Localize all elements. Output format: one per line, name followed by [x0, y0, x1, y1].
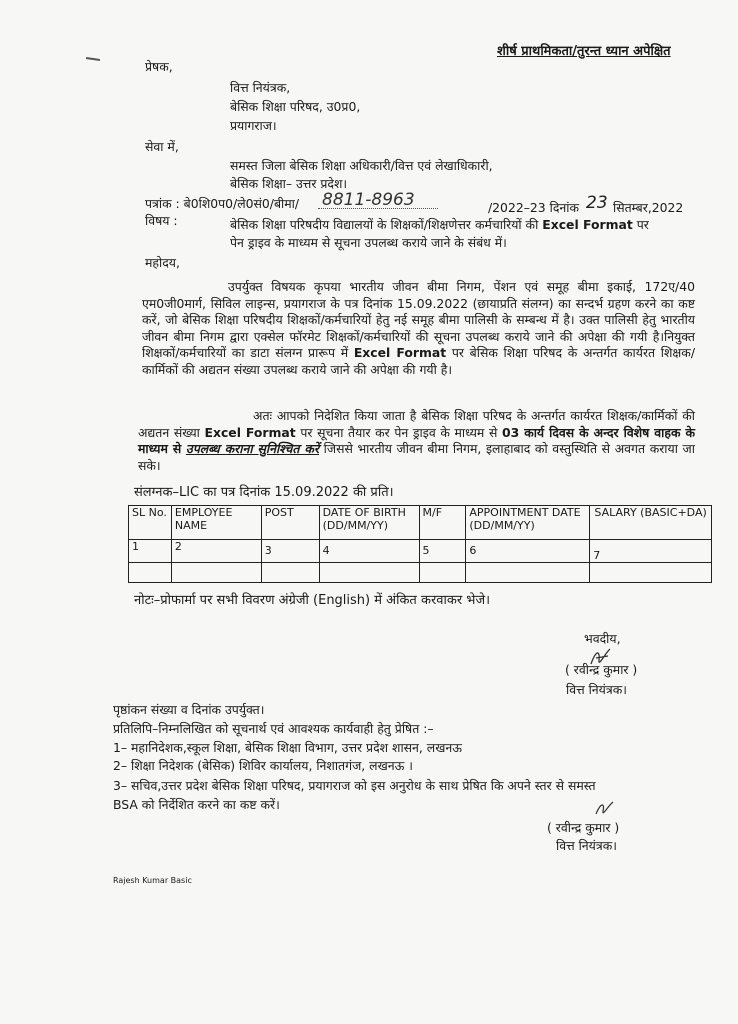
- para1-text-a: उपर्युक्त विषयक कृपया भारतीय जीवन बीमा निगम, पेंशन एवं समूह बीमा इकाई, 172ए/40 एम0जी0मार्ग, सिविल लाइन्स, प्रयागराज के पत्र दिनांक 15.09.2022 (छायाप्रति संलग्न) का सन्दर्भ ग्रहण करने का कष्ट करें, जो बेसिक शिक्षा परिषदीय शिक्षकों/कर्मचारियों हेतु नई समूह बीमा पालिसी के सम्बन्ध में है। उक्त पालिसी हेतु भारतीय जीवन बीमा निगम द्वारा एक्सेल फॉरमेट शिक्षकों/कर्मचारियों की सूचना उपलब्ध कराये जाने की अपेक्षा की गयी है।नियुक्त शिक्षकों/कर्मचारियों का डाटा संलग्न प्रारूप में: [142, 279, 695, 361]
- signature-1-title: वित्त नियंत्रक।: [566, 682, 627, 697]
- table-cell: [261, 563, 319, 583]
- header-salary: SALARY (BASIC+DA): [590, 506, 712, 540]
- signature-1-name: ( रवीन्द्र कुमार ): [565, 662, 638, 677]
- table-cell: 7: [590, 540, 712, 563]
- sender-line-2: बेसिक शिक्षा परिषद, उ0प्र0,: [230, 99, 361, 114]
- para1-excel-format: Excel Format: [353, 345, 447, 361]
- header-appointment-date: APPOINTMENT DATE (DD/MM/YY): [466, 506, 590, 540]
- header-employee-name: EMPLOYEE NAME: [171, 506, 261, 540]
- subject-line-1: [230, 217, 649, 233]
- priority-header: शीर्ष प्राथमिकता/तुरन्त ध्यान अपेक्षित: [497, 44, 671, 59]
- para1-text-c: पर बेसिक शिक्षा परिषद के अन्तर्गत कार्यरत शिक्षक/कार्मिकों की अद्यतन संख्या उपलब्ध कराये जाने की अपेक्षा की गयी है।: [142, 345, 695, 377]
- table-cell: [466, 563, 590, 583]
- recipient-line-2: बेसिक शिक्षा– उत्तर प्रदेश।: [230, 176, 348, 191]
- to-label: सेवा में,: [145, 139, 179, 154]
- closing: भवदीय,: [584, 631, 621, 646]
- table-empty-row: [129, 563, 712, 583]
- ref-day-handwritten: 23: [586, 193, 608, 213]
- table-cell: [419, 563, 466, 583]
- ref-dotted-line: [318, 208, 438, 210]
- recipient-line-1: समस्त जिला बेसिक शिक्षा अधिकारी/वित्त एवं लेखाधिकारी,: [230, 158, 493, 173]
- ref-number-handwritten: 8811-8963: [322, 190, 415, 210]
- scan-mark: [86, 57, 100, 61]
- para2-text-f: जिससे भारतीय जीवन बीमा निगम, इलाहाबाद को वस्तुस्थिति से अवगत कराया जा सके।: [138, 441, 695, 473]
- subject-text-a: बेसिक शिक्षा परिषदीय विद्यालयों के शिक्षकों/शिक्षणेत्तर कर्मचारियों की: [230, 217, 539, 232]
- para2-text-a: अतः आपको निदेशित किया जाता है बेसिक शिक्षा परिषद के अन्तर्गत कार्यरत शिक्षक/कार्मिकों की अद्यतन संख्या: [138, 408, 695, 440]
- subject-excel-format: Excel Format: [542, 217, 633, 232]
- table-cell: 3: [261, 540, 319, 563]
- table-cell: 5: [419, 540, 466, 563]
- paragraph-2: [138, 408, 695, 474]
- signature-2-title: वित्त नियंत्रक।: [556, 838, 617, 853]
- copy-item-2: 2– शिक्षा निदेशक (बेसिक) शिविर कार्यालय, निशातगंज, लखनऊ ।: [113, 758, 413, 773]
- table-cell: 2: [171, 540, 261, 563]
- copy-item-1: 1– महानिदेशक,स्कूल शिक्षा, बेसिक शिक्षा विभाग, उत्तर प्रदेश शासन, लखनऊ: [113, 740, 462, 755]
- header-sl-no: SL No.: [129, 506, 172, 540]
- table-cell: [319, 563, 419, 583]
- para2-ensure: उपलब्ध कराना सुनिश्चित करें: [185, 441, 320, 457]
- endorsement-head: पृष्ठांकन संख्या व दिनांक उपर्युक्त।: [113, 702, 265, 717]
- signature-scribble-2: [592, 798, 616, 820]
- subject-text-c: पर: [636, 217, 649, 232]
- table-cell: 1: [129, 540, 172, 563]
- para2-deadline: 03 कार्य दिवस के अन्दर विशेष वाहक के माध्यम से: [138, 424, 695, 457]
- ref-suffix: /2022–23 दिनांक: [488, 200, 579, 215]
- para2-excel-format: Excel Format: [204, 424, 296, 440]
- copy-to: प्रतिलिपि–निम्नलिखित को सूचनार्थ एवं आवश्यक कार्यवाही हेतु प्रेषित :–: [113, 721, 434, 736]
- table-cell: [129, 563, 172, 583]
- table-cell: [590, 563, 712, 583]
- paragraph-1: [142, 279, 695, 379]
- table-header-row: [129, 506, 712, 540]
- sender-label: प्रेषक,: [145, 59, 173, 74]
- table-number-row: [129, 540, 712, 563]
- ref-prefix: पत्रांक : बे0शि0प0/ले0सं0/बीमा/: [145, 196, 300, 211]
- note: नोटः–प्रोफार्मा पर सभी विवरण अंग्रेजी (English) में अंकित करवाकर भेजे।: [134, 593, 491, 608]
- salutation: महोदय,: [145, 255, 180, 270]
- subject-label: विषय :: [145, 213, 178, 228]
- enclosure: संलग्नक–LIC का पत्र दिनांक 15.09.2022 की प्रति।: [134, 485, 394, 500]
- table-cell: 6: [466, 540, 590, 563]
- copy-item-3: 3– सचिव,उत्तर प्रदेश बेसिक शिक्षा परिषद, प्रयागराज को इस अनुरोध के साथ प्रेषित कि अपने स्तर से समस्त: [113, 778, 596, 793]
- table-cell: [171, 563, 261, 583]
- header-gender: M/F: [419, 506, 466, 540]
- subject-line-2: पेन ड्राइव के माध्यम से सूचना उपलब्ध कराये जाने के संबंध में।: [230, 235, 507, 250]
- signature-2-name: ( रवीन्द्र कुमार ): [547, 820, 620, 835]
- table-cell: 4: [319, 540, 419, 563]
- footer-initials: Rajesh Kumar Basic: [113, 876, 192, 885]
- proforma-table: [128, 505, 712, 583]
- ref-month-year: सितम्बर,2022: [613, 200, 684, 215]
- sender-line-3: प्रयागराज।: [230, 118, 277, 133]
- para2-text-c: पर सूचना तैयार कर पेन ड्राइव के माध्यम से: [300, 424, 498, 440]
- copy-item-3-cont: BSA को निर्देशित करने का कष्ट करें।: [113, 797, 280, 812]
- header-date-of-birth: DATE OF BIRTH (DD/MM/YY): [319, 506, 419, 540]
- header-post: POST: [261, 506, 319, 540]
- sender-line-1: वित्त नियंत्रक,: [230, 80, 291, 95]
